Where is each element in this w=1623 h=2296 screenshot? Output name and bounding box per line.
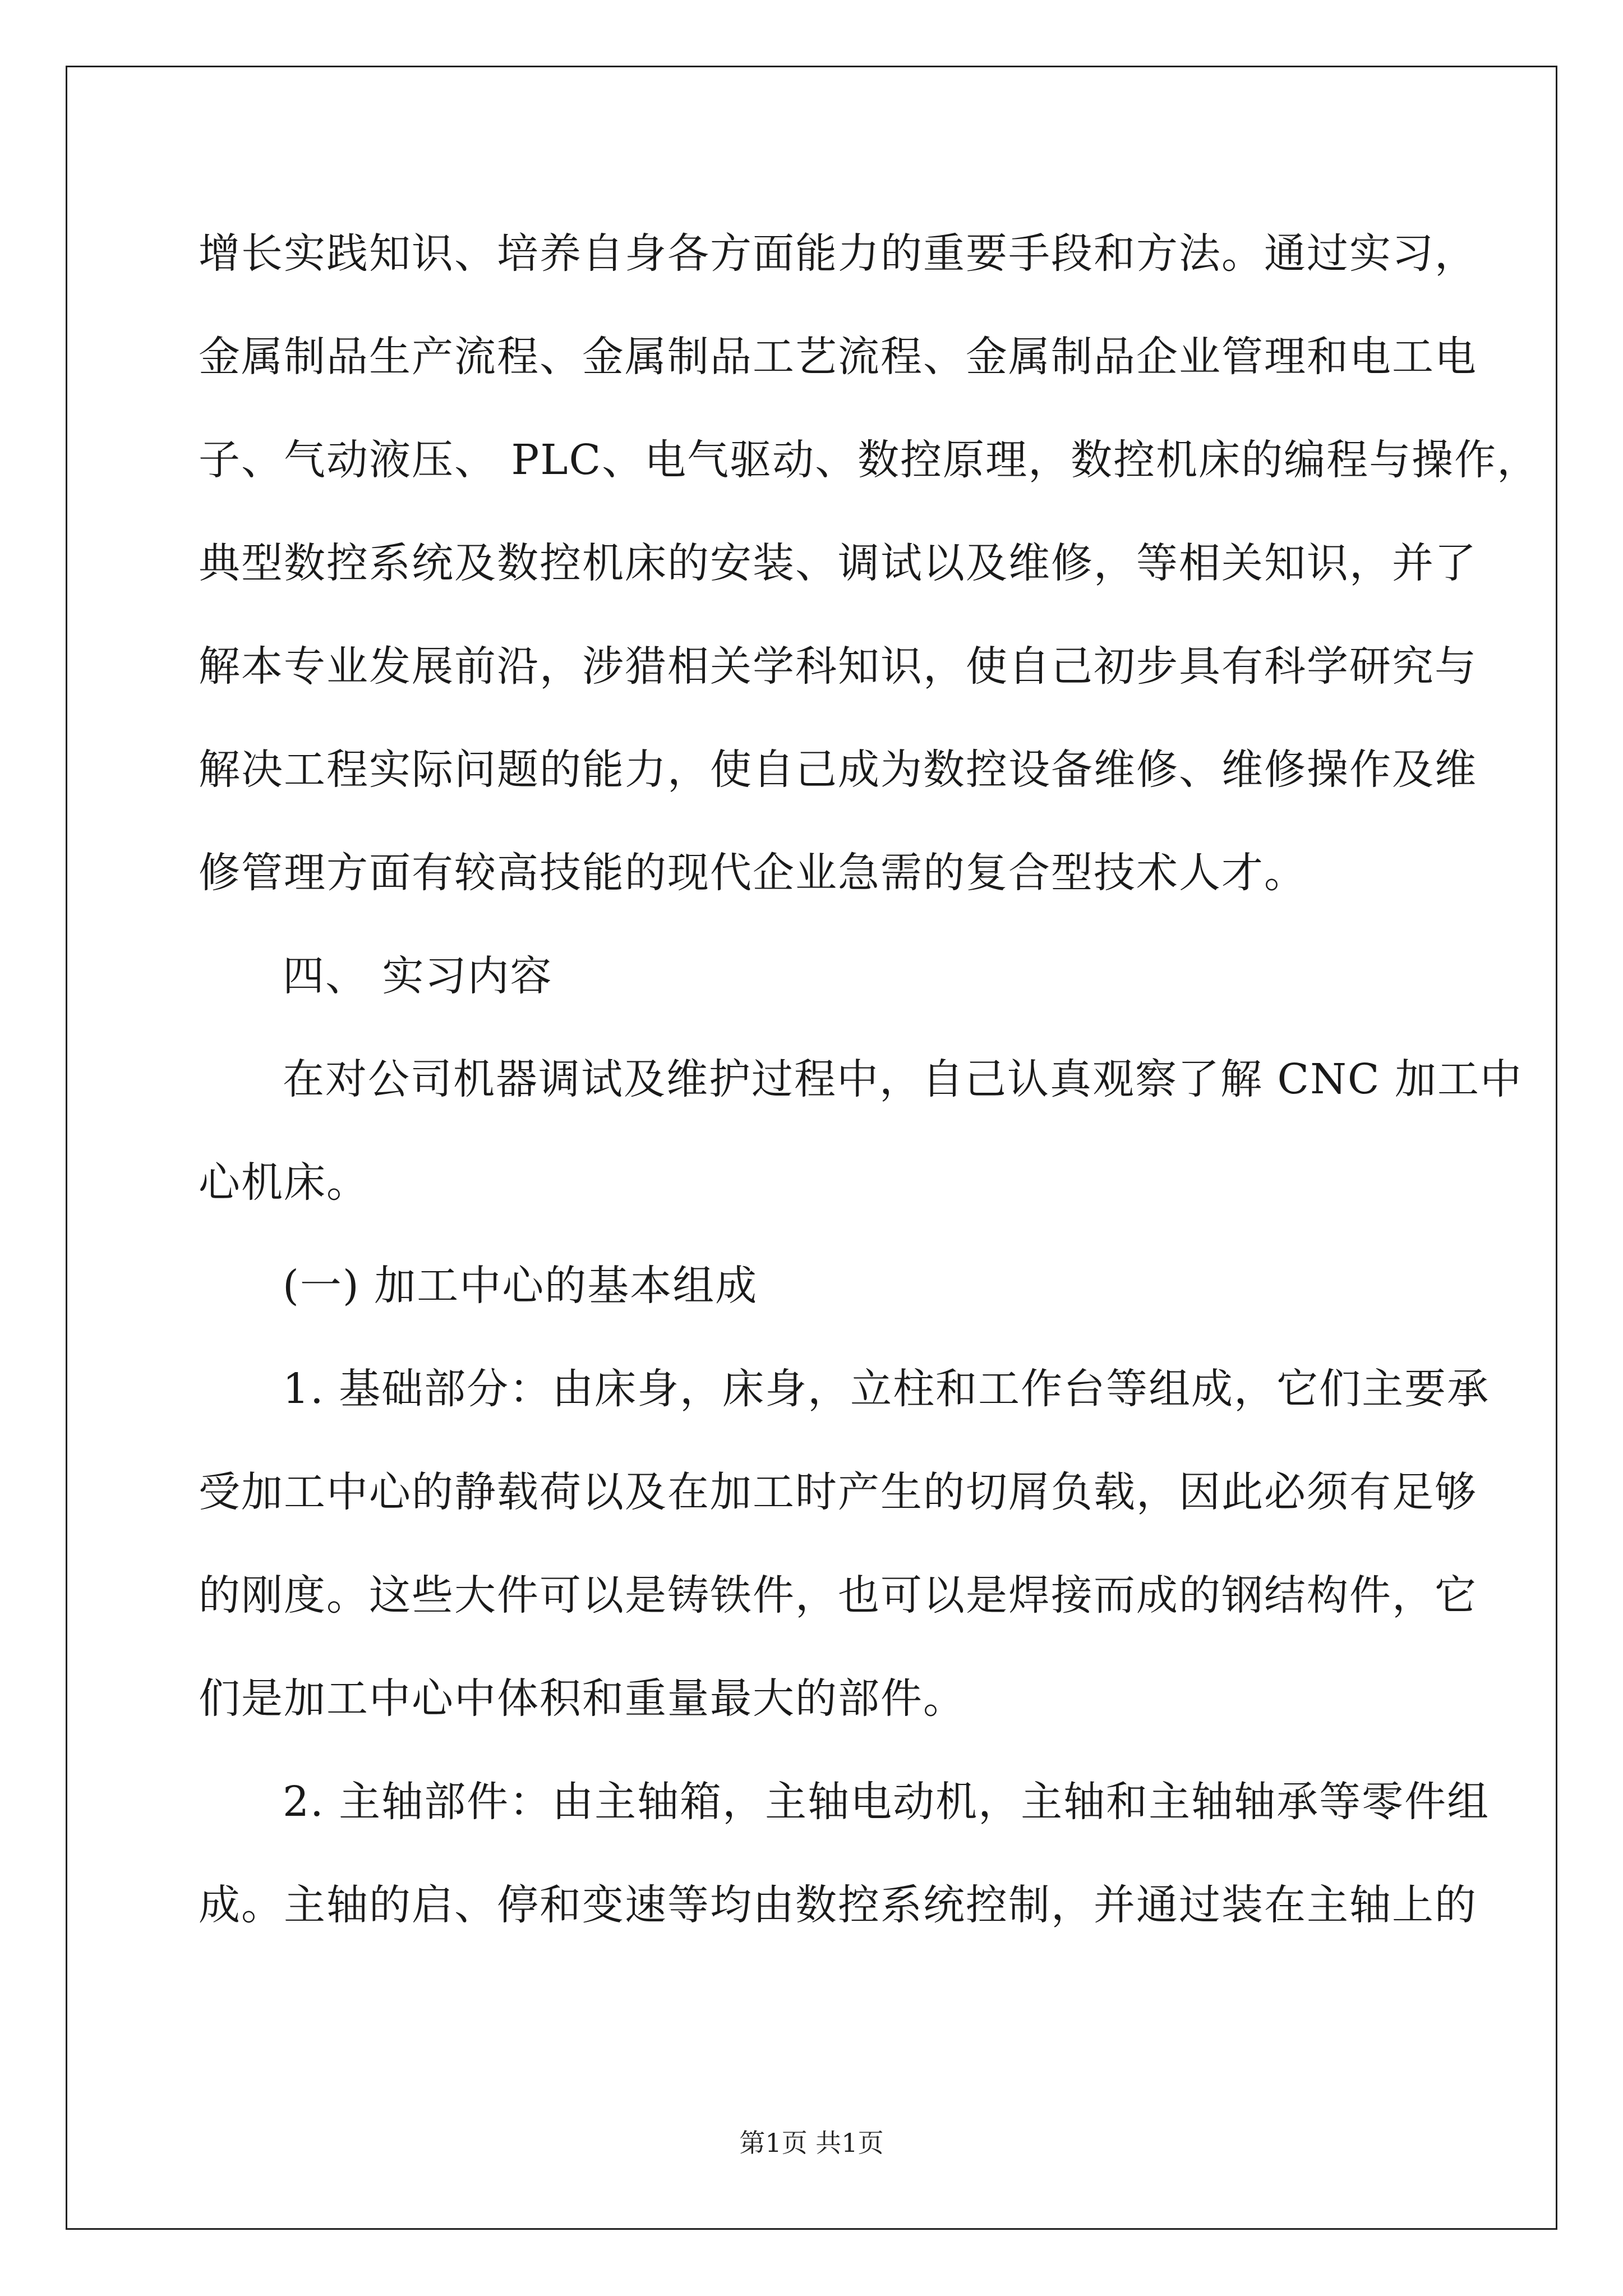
- text-line: 心机床。: [199, 1158, 369, 1207]
- text-line: 子、气动液压、 PLC、电气驱动、数控原理，数控机床的编程与操作，: [199, 436, 1540, 484]
- text-line: 金属制品生产流程、金属制品工艺流程、金属制品企业管理和电工电: [199, 333, 1477, 381]
- section-heading: 四、 实习内容: [283, 952, 553, 1000]
- text-line: 受加工中心的静载荷以及在加工时产生的切屑负载，因此必须有足够: [199, 1468, 1477, 1516]
- text-line: 在对公司机器调试及维护过程中，自己认真观察了解 CNC 加工中: [283, 1055, 1523, 1103]
- subsection-heading: (一) 加工中心的基本组成: [283, 1262, 758, 1310]
- document-body: [199, 202, 1540, 1957]
- text-line: 们是加工中心中体积和重量最大的部件。: [199, 1674, 966, 1723]
- text-line: 的刚度。这些大件可以是铸铁件，也可以是焊接而成的钢结构件，它: [199, 1571, 1477, 1619]
- text-line: 1. 基础部分：由床身，床身，立柱和工作台等组成，它们主要承: [283, 1365, 1490, 1413]
- text-line: 解本专业发展前沿，涉猎相关学科知识，使自己初步具有科学研究与: [199, 642, 1477, 691]
- text-line: 修管理方面有较高技能的现代企业急需的复合型技术人才。: [199, 849, 1307, 897]
- text-line: 解决工程实际问题的能力，使自己成为数控设备维修、维修操作及维: [199, 746, 1477, 794]
- page-number-footer: 第1页 共1页: [739, 2128, 884, 2158]
- text-line: 成。主轴的启、停和变速等均由数控系统控制，并通过装在主轴上的: [199, 1881, 1477, 1929]
- text-line: 2. 主轴部件：由主轴箱，主轴电动机，主轴和主轴轴承等零件组: [283, 1778, 1490, 1826]
- text-line: 增长实践知识、培养自身各方面能力的重要手段和方法。通过实习，: [199, 229, 1477, 278]
- text-line: 典型数控系统及数控机床的安装、调试以及维修，等相关知识，并了: [199, 539, 1477, 587]
